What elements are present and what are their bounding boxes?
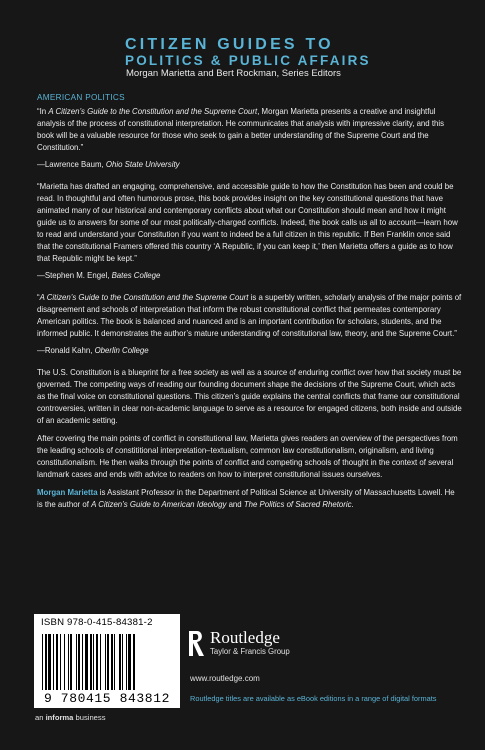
description-paragraph-1: The U.S. Constitution is a blueprint for a free society as well as a source of enduring conflict over how that society must be governed. The competing ways of reading our founding document shape the decisions of the Supreme Court, which acts as the final voice on constitutional questions. This citizen’s guide explains the central conflicts that frame our constitutional controversies, written in clear non-academic language to serve as a resource for engaged citizens, both inside and outside of an academic setting. (37, 368, 462, 425)
barcode-bar (93, 634, 94, 690)
barcode-bar (111, 634, 113, 690)
publisher-logo-text (210, 629, 290, 656)
author-name: Morgan Marietta (37, 488, 98, 497)
barcode-bar (70, 634, 72, 690)
endorsement-2-attribution: —Stephen M. Engel, Bates College (37, 271, 161, 280)
barcode-bar (119, 634, 121, 690)
informa-brand: an informa business (35, 713, 106, 722)
back-cover-text (37, 106, 462, 517)
book-title: A Citizen’s Guide to the Constitution and the Supreme Court (39, 293, 249, 302)
barcode-bar (122, 634, 123, 690)
barcode-bar (90, 634, 92, 690)
barcode-bar (126, 634, 127, 690)
publisher-url[interactable]: www.routledge.com (190, 674, 260, 683)
barcode-bar (42, 634, 43, 690)
barcode-bar (85, 634, 88, 690)
barcode-bar (45, 634, 47, 690)
endorsement-3-attribution: —Ronald Kahn, Oberlin College (37, 346, 149, 355)
publisher-group: Taylor & Francis Group (210, 647, 290, 656)
barcode-bar (64, 634, 65, 690)
barcode-bars (42, 634, 172, 690)
barcode-bar (107, 634, 109, 690)
barcode-bar (56, 634, 58, 690)
barcode-bar (105, 634, 106, 690)
endorsement-2: “Marietta has drafted an engaging, comprehensive, and accessible guide to how the Constitution has been and could be read. In thoughtful and often humorous prose, this book provides insight on the key constitutional questions that have animated many of our historical and contemporary conflicts about what our Constitution should mean and how it might guide us to answers for some of our most politically-charged conflicts. Indeed, the book calls us all to account—learn how to read and understand your Constitution if you want to indeed be a full citizen in this republic. If Ben Franklin once said that the constitutional Framers offered this country ‘A Republic, if you can keep it,’ then Marietta offers a guide as to how that Republic might be kept.” (37, 182, 458, 263)
barcode-bar (114, 634, 115, 690)
barcode-bar (82, 634, 83, 690)
barcode-digits: 9 780415 843812 (43, 691, 171, 706)
barcode-bar (76, 634, 77, 690)
barcode-bar (133, 634, 135, 690)
endorsement-1-attribution: —Lawrence Baum, Ohio State University (37, 160, 180, 169)
series-title (125, 36, 485, 68)
endorsement-1: “In A Citizen’s Guide to the Constitution and the Supreme Court, Morgan Marietta presents a creative and insightful analysis of the process of constitutional interpretation. He communicates that analysis with impressive clarity, and this book will be a valuable resource for those who seek to gain a better understanding of the Supreme Court and the Constitution.” (37, 107, 445, 152)
description-paragraph-2: After covering the main points of conflict in constitutional law, Marietta gives readers an overview of the perspectives from the leading schools of constititional interpretation–textualism, common law constitutionalism, originalism, and living constitutionalism. He then walks through the points of conflict and competing schools of thought in the context of several landmark cases and ends with advice to readers on how to interpret constitutional issues ourselves. (37, 434, 458, 479)
isbn-barcode (34, 614, 180, 708)
barcode-bar (78, 634, 80, 690)
routledge-logo-icon (187, 629, 207, 659)
barcode-bar (96, 634, 98, 690)
barcode-bar (100, 634, 101, 690)
ebook-note: Routledge titles are available as eBook editions in a range of digital formats (190, 694, 437, 703)
book-title: A Citizen’s Guide to the Constitution and the Supreme Court (48, 107, 258, 116)
series-title-line1: CITIZEN GUIDES TO (125, 36, 334, 53)
barcode-bar (48, 634, 51, 690)
category-label: AMERICAN POLITICS (37, 93, 125, 102)
author-bio: Morgan Marietta is Assistant Professor in the Department of Political Science at University of Massachusetts Lowell. He is the author of A Citizen’s Guide to American Ideology and The Politics of Sacred Rhetoric. (37, 488, 455, 509)
endorsement-3: “A Citizen’s Guide to the Constitution and the Supreme Court is a superbly written, scholarly analysis of the major points of disagreement and schools of interpretation that inform the robust constitutional conflict that permeates contemporary American politics. The book is balanced and nuanced and is an important contribution for scholars, students, and the informed public. It demonstrates the author’s mature understanding of constitutional law, theory, and the Supreme Court.” (37, 293, 462, 338)
isbn-number: ISBN 978-0-415-84381-2 (41, 617, 153, 628)
barcode-bar (68, 634, 69, 690)
series-editors: Morgan Marietta and Bert Rockman, Series Editors (126, 68, 341, 79)
publisher-name: Routledge (210, 628, 280, 647)
barcode-bar (53, 634, 54, 690)
barcode-bar (60, 634, 61, 690)
series-title-line2: POLITICS & PUBLIC AFFAIRS (125, 53, 371, 68)
barcode-bar (128, 634, 131, 690)
